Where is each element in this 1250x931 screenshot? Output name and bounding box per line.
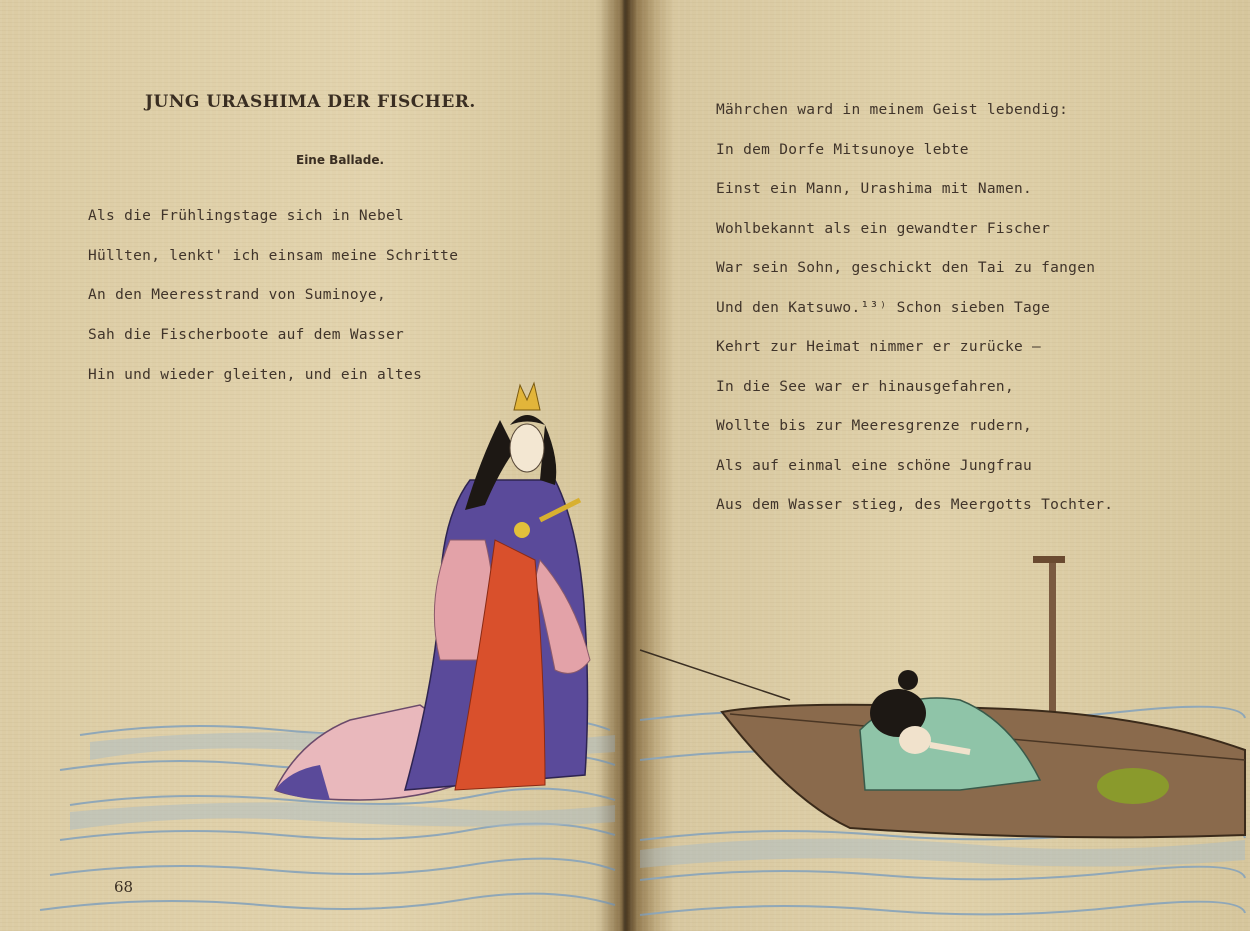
right-verses <box>716 100 1113 535</box>
verse-line: Einst ein Mann, Urashima mit Namen. <box>716 181 1033 197</box>
verse-line: War sein Sohn, geschickt den Tai zu fangen <box>716 260 1096 276</box>
verse-line: Aus dem Wasser stieg, des Meergotts Tochter. <box>716 497 1114 513</box>
verse-line: Und den Katsuwo.¹³⁾ Schon sieben Tage <box>716 299 1051 316</box>
verse-line: An den Meeresstrand von Suminoye, <box>88 287 386 304</box>
verse-line: Hüllten, lenkt' ich einsam meine Schritte <box>88 247 459 264</box>
verse-line: In dem Dorfe Mitsunoye lebte <box>716 141 969 158</box>
verse-line: Wollte bis zur Meeresgrenze rudern, <box>716 418 1033 434</box>
verse-line: Hin und wieder gleiten, und ein altes <box>88 366 423 383</box>
ballad-title: JUNG URASHIMA DER FISCHER. <box>145 92 476 112</box>
verse-line: Kehrt zur Heimat nimmer er zurücke — <box>716 339 1042 355</box>
verse-line: Sah die Fischerboote auf dem Wasser <box>88 327 405 344</box>
page-number: 68 <box>114 878 134 896</box>
verse-line: Wohlbekannt als ein gewandter Fischer <box>716 220 1051 237</box>
verse-line: In die See war er hinausgefahren, <box>716 378 1014 395</box>
verse-line: Mährchen ward in meinem Geist lebendig: <box>716 102 1069 118</box>
left-verses <box>88 206 458 404</box>
ballad-subtitle: Eine Ballade. <box>296 153 385 167</box>
verse-line: Als die Frühlingstage sich in Nebel <box>88 208 405 224</box>
verse-line: Als auf einmal eine schöne Jungfrau <box>716 457 1033 474</box>
